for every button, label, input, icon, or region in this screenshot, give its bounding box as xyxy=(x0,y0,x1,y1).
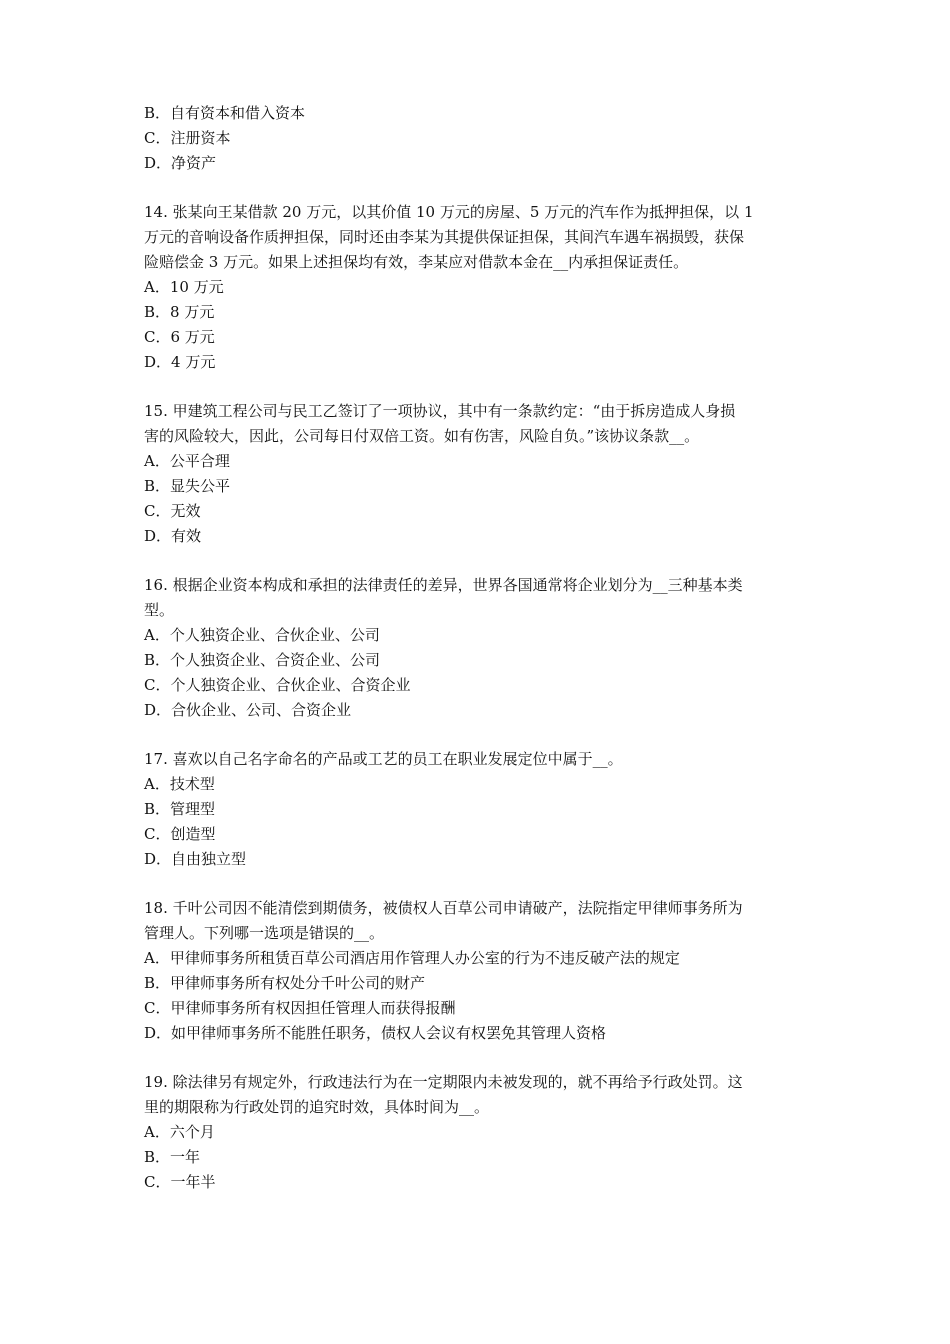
option-line: C．6 万元 xyxy=(144,328,215,346)
option-line: C．创造型 xyxy=(144,825,216,843)
question-stem-line: 15. 甲建筑工程公司与民工乙签订了一项协议，其中有一条款约定：“由于拆房造成人身损 xyxy=(144,402,736,420)
option-line: D．4 万元 xyxy=(144,353,216,371)
question-stem-line: 14. 张某向王某借款 20 万元，以其价值 10 万元的房屋、5 万元的汽车作为抵押担保，以 1 xyxy=(144,203,754,221)
question-stem-line: 16. 根据企业资本构成和承担的法律责任的差异，世界各国通常将企业划分为__三种基本类 xyxy=(144,576,743,594)
question-stem-line: 险赔偿金 3 万元。如果上述担保均有效，李某应对借款本金在__内承担保证责任。 xyxy=(144,253,689,271)
option-line: C．甲律师事务所有权因担任管理人而获得报酬 xyxy=(144,999,456,1017)
option-line: A．10 万元 xyxy=(144,278,224,296)
question-14 xyxy=(144,200,816,375)
option-line: B．管理型 xyxy=(144,800,216,818)
question-15 xyxy=(144,399,816,549)
question-19 xyxy=(144,1070,816,1195)
question-18 xyxy=(144,896,816,1046)
option-line: B．一年 xyxy=(144,1148,201,1166)
document-content xyxy=(144,101,816,1195)
question-16 xyxy=(144,573,816,723)
option-line: A．个人独资企业、合伙企业、公司 xyxy=(144,626,380,644)
option-line: B．个人独资企业、合资企业、公司 xyxy=(144,651,381,669)
option-line: D．净资产 xyxy=(144,154,217,172)
option-line: D．合伙企业、公司、合资企业 xyxy=(144,701,352,719)
option-line: A．六个月 xyxy=(144,1123,215,1141)
question-stem-line: 害的风险较大，因此，公司每日付双倍工资。如有伤害，风险自负。”该协议条款__。 xyxy=(144,427,700,445)
option-line: D．如甲律师事务所不能胜任职务，债权人会议有权罢免其管理人资格 xyxy=(144,1024,607,1042)
option-line: C．注册资本 xyxy=(144,129,231,147)
question-17 xyxy=(144,747,816,872)
option-line: A．公平合理 xyxy=(144,452,230,470)
question-stem-line: 万元的音响设备作质押担保，同时还由李某为其提供保证担保，其间汽车遇车祸损毁，获保 xyxy=(144,228,745,246)
option-line: B．甲律师事务所有权处分千叶公司的财产 xyxy=(144,974,426,992)
question-stem-line: 17. 喜欢以自己名字命名的产品或工艺的员工在职业发展定位中属于__。 xyxy=(144,750,623,768)
option-line: A．甲律师事务所租赁百草公司酒店用作管理人办公室的行为不违反破产法的规定 xyxy=(144,949,680,967)
option-line: D．自由独立型 xyxy=(144,850,247,868)
question-stem-line: 19. 除法律另有规定外，行政违法行为在一定期限内未被发现的，就不再给予行政处罚。这 xyxy=(144,1073,743,1091)
option-line: A．技术型 xyxy=(144,775,215,793)
option-line: B．自有资本和借入资本 xyxy=(144,104,306,122)
option-line: C．无效 xyxy=(144,502,201,520)
option-line: C．一年半 xyxy=(144,1173,216,1191)
option-line: C．个人独资企业、合伙企业、合资企业 xyxy=(144,676,411,694)
question-stem-line: 管理人。下列哪一选项是错误的__。 xyxy=(144,924,385,942)
question-stem-line: 型。 xyxy=(144,601,175,619)
option-line: D．有效 xyxy=(144,527,202,545)
option-line: B．显失公平 xyxy=(144,477,231,495)
question-stem-line: 18. 千叶公司因不能清偿到期债务，被债权人百草公司申请破产，法院指定甲律师事务所为 xyxy=(144,899,743,917)
option-line: B．8 万元 xyxy=(144,303,215,321)
question-stem-line: 里的期限称为行政处罚的追究时效，具体时间为__。 xyxy=(144,1098,490,1116)
lead-options xyxy=(144,101,816,176)
